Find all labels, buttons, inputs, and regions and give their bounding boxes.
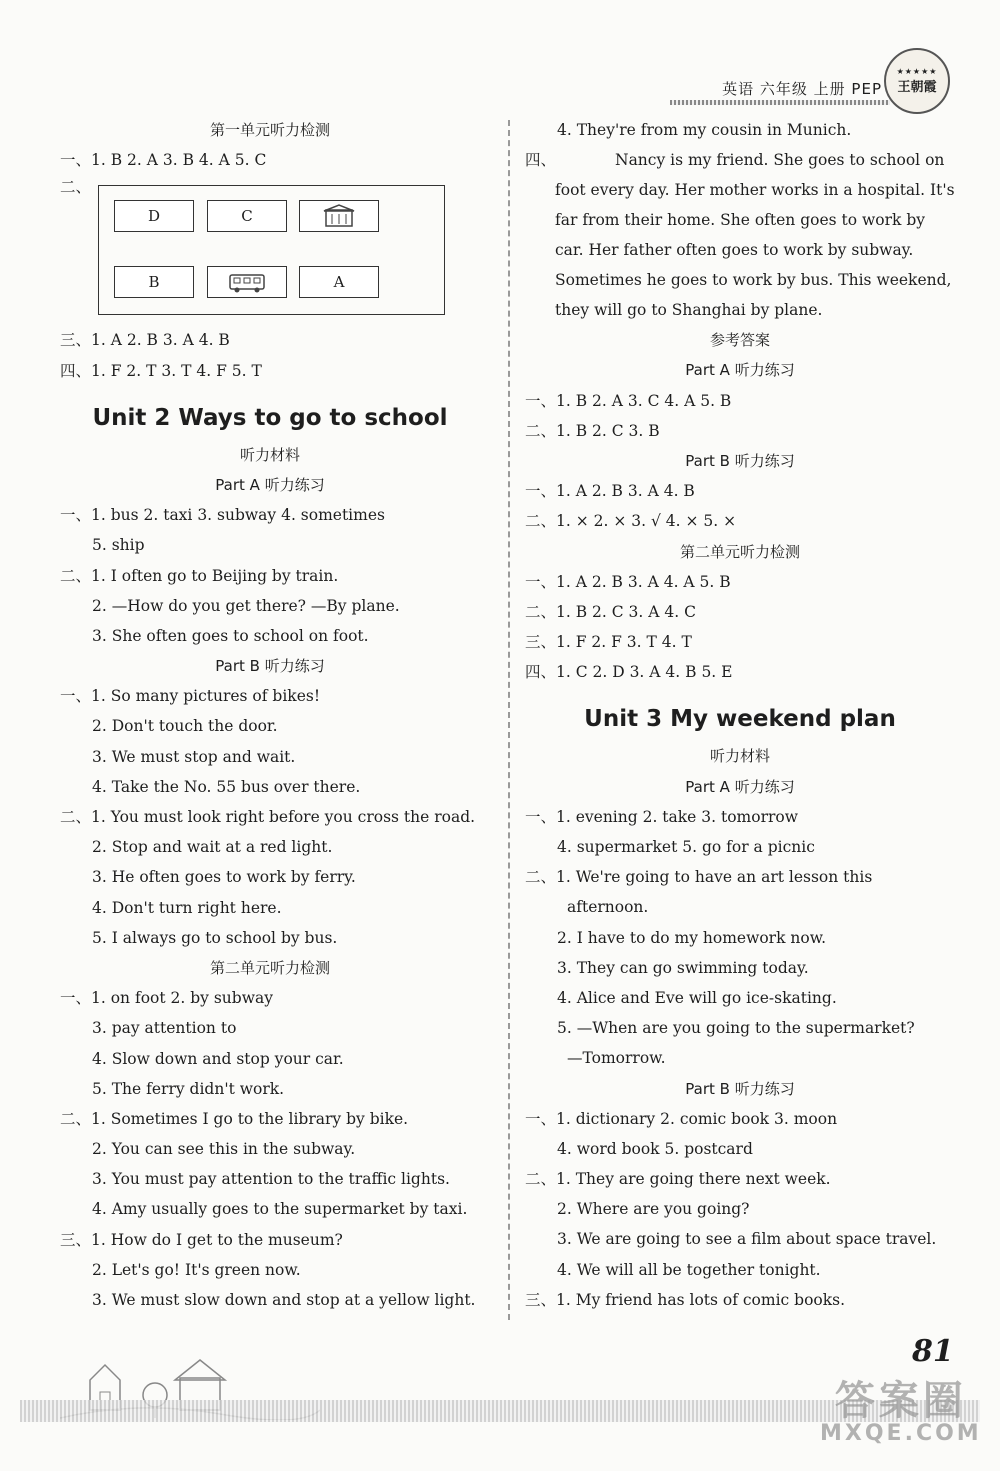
answers-b1: 一、1. A 2. B 3. A 4. B	[525, 482, 695, 501]
answers-heading: 参考答案	[709, 331, 770, 350]
unit1-test-heading: 第一单元听力检测	[209, 121, 330, 139]
unit2-title: Unit 2 Ways to go to school	[92, 404, 448, 431]
logo-text: 王朝霞	[897, 80, 937, 95]
unit2-b2-1: 二、1. You must look right before you cross the road.	[60, 808, 476, 826]
answer-grid	[98, 185, 445, 315]
unit3-materials-heading: 听力材料	[709, 747, 770, 766]
unit3-a1-line2: 4. supermarket 5. go for a picnic	[557, 838, 815, 856]
grid-cell-top-3	[299, 200, 379, 232]
unit1-test-q3: 三、1. A 2. B 3. A 4. B	[60, 331, 230, 350]
grid-cell-bottom-1: B	[114, 266, 194, 298]
unit2-b1-1: 一、1. So many pictures of bikes!	[60, 687, 321, 706]
grid-cell-bottom-3: A	[299, 266, 379, 298]
unit2-t3-2: 2. Let's go! It's green now.	[92, 1260, 301, 1279]
answers-t3: 三、1. F 2. F 3. T 4. T	[525, 633, 692, 652]
page-footer	[0, 1320, 1000, 1471]
unit2-t1-3: 3. pay attention to	[92, 1019, 237, 1038]
unit3-title: Unit 3 My weekend plan	[584, 706, 896, 733]
page-header	[0, 0, 1000, 110]
column-divider	[508, 120, 510, 1320]
answers-t2: 二、1. B 2. C 3. A 4. C	[525, 602, 696, 621]
unit3-part-a-heading: Part A 听力练习	[685, 777, 795, 796]
right-column	[525, 115, 955, 1315]
bus-icon	[222, 270, 272, 294]
unit2-materials-heading: 听力材料	[239, 445, 300, 464]
unit2-a2-2: 2. —How do you get there? —By plane.	[92, 596, 400, 615]
unit2-part-a-heading: Part A 听力练习	[215, 475, 325, 494]
answers-a1: 一、1. B 2. A 3. C 4. A 5. B	[525, 391, 732, 410]
unit3-b1-line1: 一、1. dictionary 2. comic book 3. moon	[525, 1109, 838, 1128]
unit3-b2-2: 2. Where are you going?	[557, 1200, 750, 1219]
answers-a2: 二、1. B 2. C 3. B	[525, 421, 660, 440]
passage-text: Nancy is my friend. She goes to school on foot every day. Her mother works in a hospital. It's far from their home. She often goes to work by car. Her father often goes to work by subway. Sometimes he goes to work by bus. This weekend, they will go to Shanghai by plane.	[555, 151, 955, 320]
publisher-logo	[884, 48, 950, 114]
unit3-a2-2: 2. I have to do my homework now.	[557, 928, 827, 947]
unit2-b2-5: 5. I always go to school by bus.	[92, 928, 338, 947]
unit2-t1-1: 一、1. on foot 2. by subway	[60, 989, 273, 1008]
answers-test-heading: 第二单元听力检测	[679, 542, 800, 561]
unit3-b2-4: 4. We will all be together tonight.	[557, 1260, 821, 1279]
unit3-a2-1a: 二、1. We're going to have an art lesson this	[525, 868, 873, 887]
unit2-b2-2: 2. Stop and wait at a red light.	[92, 838, 333, 857]
unit2-t2-3: 3. You must pay attention to the traffic lights.	[92, 1170, 450, 1189]
unit3-b1-line2: 4. word book 5. postcard	[557, 1139, 753, 1158]
unit3-b3-1: 三、1. My friend has lots of comic books.	[525, 1290, 846, 1309]
unit2-a2-3: 3. She often goes to school on foot.	[92, 626, 369, 645]
unit2-a1-line1: 一、1. bus 2. taxi 3. subway 4. sometimes	[60, 506, 385, 525]
unit3-a2-5b: —Tomorrow.	[567, 1049, 666, 1068]
unit3-a2-3: 3. They can go swimming today.	[557, 958, 809, 977]
unit3-part-b-heading: Part B 听力练习	[685, 1079, 795, 1098]
building-icon	[314, 204, 364, 228]
book-info: 英语 六年级 上册 PEP	[722, 80, 882, 98]
left-column	[60, 115, 480, 1315]
unit1-test-q2	[60, 175, 480, 325]
page-number: 81	[912, 1334, 954, 1369]
unit2-a2-1: 二、1. I often go to Beijing by train.	[60, 566, 339, 585]
unit2-t3-4: 4. They're from my cousin in Munich.	[557, 121, 852, 139]
unit3-b2-1: 二、1. They are going there next week.	[525, 1170, 831, 1189]
unit2-b1-2: 2. Don't touch the door.	[92, 717, 278, 736]
unit3-a2-4: 4. Alice and Eve will go ice-skating.	[557, 988, 837, 1007]
answers-part-b-heading: Part B 听力练习	[685, 451, 795, 470]
watermark	[820, 1380, 982, 1445]
watermark-title: 答案圈	[834, 1378, 967, 1424]
star-icon: ★★★★★	[896, 67, 938, 76]
unit2-t2-2: 2. You can see this in the subway.	[92, 1140, 356, 1159]
passage-block	[525, 145, 955, 325]
answers-t4: 四、1. C 2. D 3. A 4. B 5. E	[525, 663, 733, 682]
unit2-part-b-heading: Part B 听力练习	[215, 657, 325, 676]
grid-cell-top-1: D	[114, 200, 194, 232]
unit2-t1-4: 4. Slow down and stop your car.	[92, 1049, 344, 1068]
unit3-b2-3: 3. We are going to see a film about space travel.	[557, 1230, 937, 1249]
unit2-b1-4: 4. Take the No. 55 bus over there.	[92, 777, 361, 796]
grid-cell-top-2: C	[207, 200, 287, 232]
unit2-b1-3: 3. We must stop and wait.	[92, 747, 296, 766]
unit2-a1-line2: 5. ship	[92, 536, 145, 555]
passage-label: 四、	[525, 151, 557, 170]
unit3-a2-1b: afternoon.	[567, 898, 649, 917]
answers-t1: 一、1. A 2. B 3. A 4. A 5. B	[525, 572, 731, 591]
unit2-t3-3: 3. We must slow down and stop at a yellow light.	[92, 1291, 476, 1309]
unit2-b2-3: 3. He often goes to work by ferry.	[92, 868, 356, 887]
unit1-test-q4: 四、1. F 2. T 3. T 4. F 5. T	[60, 361, 262, 380]
unit2-t1-5: 5. The ferry didn't work.	[92, 1079, 285, 1098]
unit2-t2-4: 4. Amy usually goes to the supermarket by taxi.	[92, 1200, 468, 1219]
unit2-b2-4: 4. Don't turn right here.	[92, 898, 282, 917]
unit1-test-q1: 一、1. B 2. A 3. B 4. A 5. C	[60, 151, 267, 170]
unit2-test-heading: 第二单元听力检测	[209, 958, 330, 977]
answers-part-a-heading: Part A 听力练习	[685, 361, 795, 380]
grid-cell-bottom-2	[207, 266, 287, 298]
watermark-url: MXQE.COM	[820, 1421, 982, 1446]
answers-b2: 二、1. × 2. × 3. √ 4. × 5. ×	[525, 512, 737, 531]
unit2-t2-1: 二、1. Sometimes I go to the library by bike.	[60, 1109, 409, 1128]
q2-label: 二、	[60, 178, 92, 197]
header-rule	[670, 100, 890, 105]
unit3-a2-5a: 5. —When are you going to the supermarket?	[557, 1019, 915, 1038]
unit2-t3-1: 三、1. How do I get to the museum?	[60, 1230, 343, 1249]
unit3-a1-line1: 一、1. evening 2. take 3. tomorrow	[525, 807, 798, 826]
